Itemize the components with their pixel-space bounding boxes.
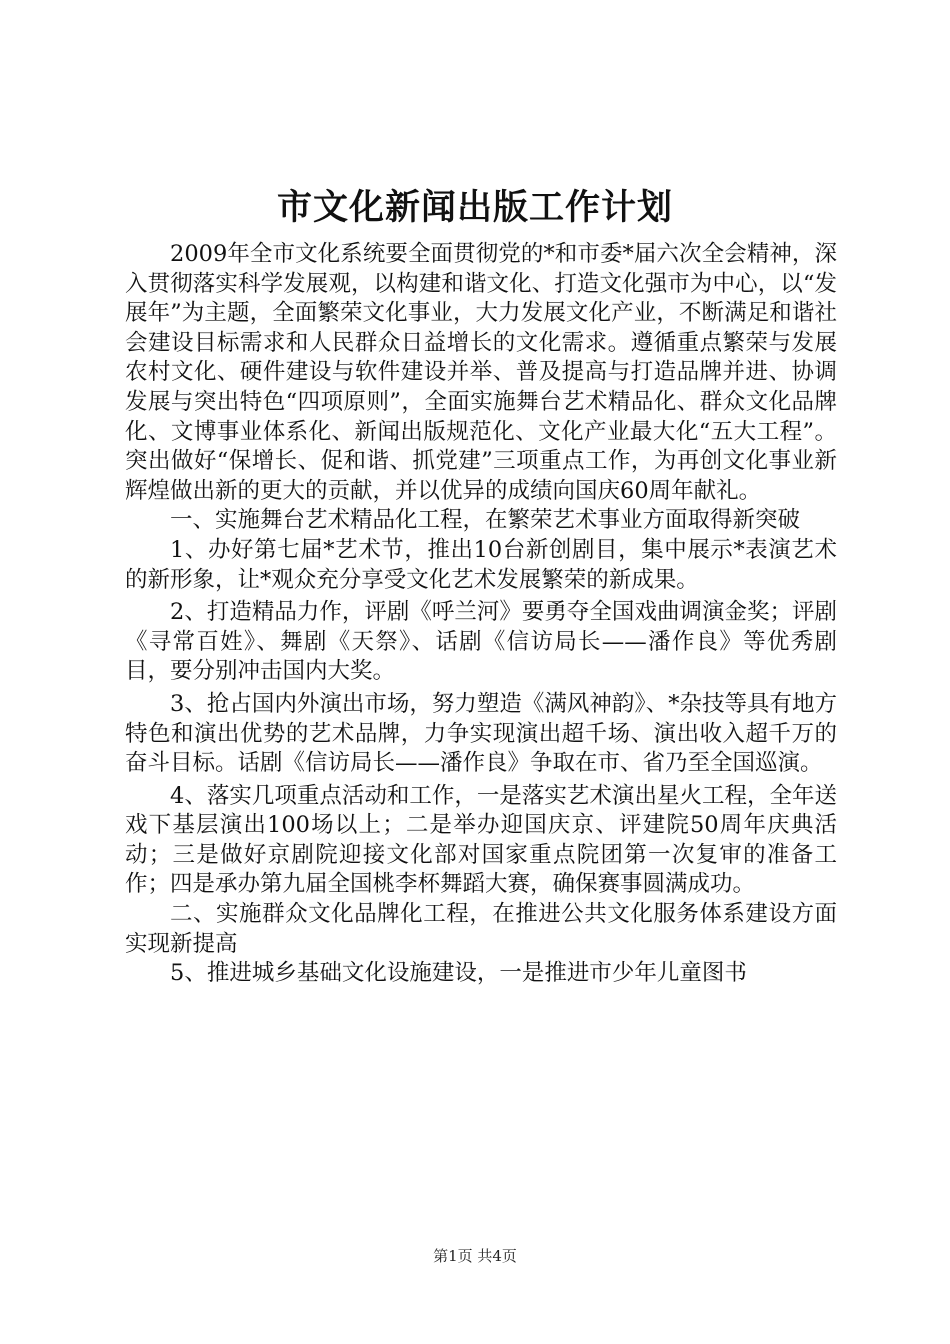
- item-paragraph-1: 1、办好第七届*艺术节，推出10台新创剧目，集中展示*表演艺术的新形象，让*观众充分享受文化艺术发展繁荣的新成果。: [125, 536, 837, 593]
- item-paragraph-4: 4、落实几项重点活动和工作，一是落实艺术演出星火工程，全年送戏下基层演出100场以上；二是举办迎国庆京、评建院50周年庆典活动；三是做好京剧院迎接文化部对国家重点院团第一次复审的准备工作；四是承办第九届全国桃李杯舞蹈大赛，确保赛事圆满成功。: [125, 782, 837, 898]
- document-title: 市文化新闻出版工作计划: [276, 187, 673, 228]
- item-paragraph-3: 3、抢占国内外演出市场，努力塑造《满风神韵》、*杂技等具有地方特色和演出优势的艺术品牌，力争实现演出超千场、演出收入超千万的奋斗目标。话剧《信访局长——潘作良》争取在市、省乃至全国巡演。: [125, 690, 837, 777]
- item-paragraph-2: 2、打造精品力作，评剧《呼兰河》要勇夺全国戏曲调演金奖；评剧《寻常百姓》、舞剧《天祭》、话剧《信访局长——潘作良》等优秀剧目，要分别冲击国内大奖。: [125, 599, 837, 685]
- item-paragraph-5: 5、推进城乡基础文化设施建设，一是推进市少年儿童图书: [170, 960, 747, 987]
- intro-paragraph: 2009年全市文化系统要全面贯彻党的*和市委*届六次全会精神，深入贯彻落实科学发展观，以构建和谐文化、打造文化强市为中心，以“发展年”为主题，全面繁荣文化事业，大力发展文化产业，不断满足和谐社会建设目标需求和人民群众日益增长的文化需求。遵循重点繁荣与发展农村文化、硬件建设与软件建设并举、普及提高与打造品牌并进、协调发展与突出特色“四项原则”，全面实施舞台艺术精品化、群众文化品牌化、文博事业体系化、新闻出版规范化、文化产业最大化“五大工程”。突出做好“保增长、促和谐、抓党建”三项重点工作，为再创文化事业新辉煌做出新的更大的贡献，并以优异的成绩向国庆60周年献礼。: [125, 241, 837, 504]
- page-footer: 第1页 共4页: [433, 1247, 517, 1265]
- section-heading-2: 二、实施群众文化品牌化工程，在推进公共文化服务体系建设方面实现新提高: [125, 901, 837, 957]
- document-body: [125, 240, 837, 989]
- section-heading-1: 一、实施舞台艺术精品化工程，在繁荣艺术事业方面取得新突破: [170, 507, 801, 534]
